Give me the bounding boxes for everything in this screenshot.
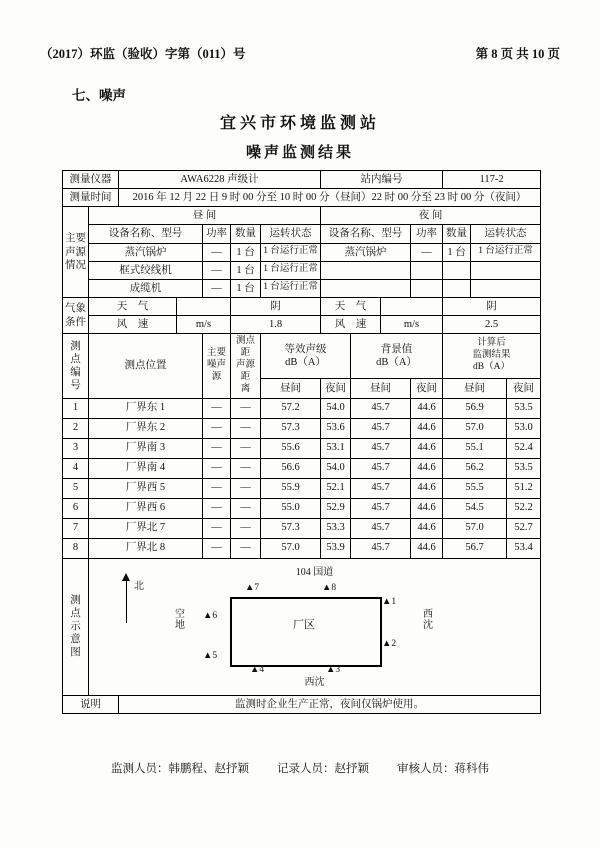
row-result-day: 55.5 — [443, 478, 507, 498]
measure-time-label: 测量时间 — [63, 189, 119, 207]
subheader-leq-night: 夜间 — [321, 378, 351, 398]
row-result-day: 57.0 — [443, 518, 507, 538]
col-leq-line-2: dB（A） — [285, 356, 326, 368]
col-source-line-1: 主要 — [206, 348, 226, 358]
table-row-data-header — [63, 334, 541, 379]
col-leq-line-1: 等效声级 — [284, 343, 327, 355]
noise-monitoring-table — [62, 170, 541, 714]
row-leq-day: 56.6 — [261, 458, 321, 478]
source-status-night-1: 1 台运行正常 — [471, 243, 541, 261]
col-header-point-no — [63, 334, 89, 398]
row-leq-day: 57.3 — [261, 418, 321, 438]
row-bg-day: 45.7 — [351, 418, 411, 438]
row-location: 厂界南 4 — [89, 458, 203, 478]
source-power-night-1: — — [411, 243, 443, 261]
row-distance: — — [231, 398, 261, 418]
table-row-weather-1 — [63, 297, 541, 315]
row-bg-day: 45.7 — [351, 518, 411, 538]
source-section-label — [63, 207, 89, 298]
source-status-night-3 — [471, 279, 541, 297]
row-location: 厂界东 2 — [89, 418, 203, 438]
row-location: 厂界西 6 — [89, 498, 203, 518]
subheader-bg-night: 夜间 — [411, 378, 443, 398]
col-no-line-3: 编 — [70, 366, 81, 378]
table-row-diagram — [63, 558, 541, 695]
row-result-night: 53.0 — [507, 418, 541, 438]
table-row — [63, 438, 541, 458]
row-leq-night: 54.0 — [321, 458, 351, 478]
subheader-bg-day: 昼间 — [351, 378, 411, 398]
col-bg-line-2: dB（A） — [376, 356, 417, 368]
diagram-right-text: 西 沈 — [423, 608, 433, 631]
row-leq-day: 57.3 — [261, 518, 321, 538]
row-location: 厂界北 7 — [89, 518, 203, 538]
row-leq-day: 57.2 — [261, 398, 321, 418]
row-bg-day: 45.7 — [351, 478, 411, 498]
source-col-name-night: 设备名称、型号 — [321, 225, 411, 243]
col-result-line-2: 监测结果 — [472, 349, 511, 360]
table-row — [63, 498, 541, 518]
row-source: — — [203, 518, 231, 538]
source-power-night-3 — [411, 279, 443, 297]
source-qty-night-3 — [443, 279, 471, 297]
source-power-night-2 — [411, 261, 443, 279]
source-power-day-2: — — [203, 261, 231, 279]
subheader-result-night: 夜间 — [507, 378, 541, 398]
row-no: 5 — [63, 478, 89, 498]
col-distance-line-2: 声源距 — [235, 359, 255, 382]
source-status-day-3: 1 台运行正常 — [261, 279, 321, 297]
row-distance: — — [231, 498, 261, 518]
row-leq-day: 55.9 — [261, 478, 321, 498]
row-source: — — [203, 538, 231, 558]
row-result-night: 52.4 — [507, 438, 541, 458]
diagram-plant-label: 厂区 — [293, 618, 315, 631]
row-leq-night: 52.9 — [321, 498, 351, 518]
col-header-result — [443, 334, 541, 379]
table-row-source-3 — [63, 279, 541, 297]
review-personnel: 审核人员：蒋科伟 — [397, 763, 489, 775]
weather-value-night-2: 2.5 — [443, 316, 541, 334]
page-header — [0, 44, 600, 62]
col-header-leq — [261, 334, 351, 379]
row-no: 6 — [63, 498, 89, 518]
row-no: 1 — [63, 398, 89, 418]
page-subtitle: 噪声监测结果 — [245, 145, 354, 161]
source-power-day-3: — — [203, 279, 231, 297]
page-number: 第 8 页 共 10 页 — [475, 47, 560, 61]
row-location: 厂界北 8 — [89, 538, 203, 558]
source-label-line-3: 情况 — [65, 259, 86, 271]
row-source: — — [203, 438, 231, 458]
note-label: 说明 — [63, 695, 119, 713]
col-header-source — [203, 334, 231, 398]
row-distance: — — [231, 438, 261, 458]
row-bg-day: 45.7 — [351, 398, 411, 418]
weather-unit-night-1 — [381, 297, 443, 315]
col-no-line-2: 点 — [70, 353, 81, 365]
col-bg-line-1: 背景值 — [380, 343, 413, 355]
row-result-night: 52.7 — [507, 518, 541, 538]
measure-time-value: 2016 年 12 月 22 日 9 时 00 分至 10 时 00 分（昼间）22 时 00 分至 23 时 00 分（夜间） — [119, 189, 541, 207]
diagram-bottom-text: 西沈 — [304, 676, 325, 688]
diagram-point-5: ▲5 — [203, 650, 218, 661]
row-bg-night: 44.6 — [411, 458, 443, 478]
weather-section-label — [63, 297, 89, 333]
row-leq-night: 53.6 — [321, 418, 351, 438]
row-source: — — [203, 398, 231, 418]
source-col-status-night: 运转状态 — [471, 225, 541, 243]
row-leq-day: 55.0 — [261, 498, 321, 518]
source-name-day-1: 蒸汽锅炉 — [89, 243, 203, 261]
row-result-day: 56.2 — [443, 458, 507, 478]
weather-key-day-2: 风 速 — [89, 316, 177, 334]
row-result-day: 56.9 — [443, 398, 507, 418]
table-row-source-columns — [63, 225, 541, 243]
diagram-point-4: ▲4 — [250, 664, 265, 675]
row-bg-day: 45.7 — [351, 458, 411, 478]
col-distance-line-3: 离 — [240, 383, 251, 394]
source-col-power-day: 功率 — [203, 225, 231, 243]
row-distance: — — [231, 458, 261, 478]
source-name-night-3 — [321, 279, 411, 297]
row-location: 厂界南 3 — [89, 438, 203, 458]
row-distance: — — [231, 538, 261, 558]
diagram-point-7: ▲7 — [245, 582, 260, 593]
source-col-qty-day: 数量 — [231, 225, 261, 243]
col-no-line-4: 号 — [70, 379, 81, 391]
note-value: 监测时企业生产正常，夜间仅锅炉使用。 — [119, 695, 541, 713]
source-power-day-1: — — [203, 243, 231, 261]
source-name-night-2 — [321, 261, 411, 279]
row-no: 8 — [63, 538, 89, 558]
row-bg-night: 44.6 — [411, 518, 443, 538]
row-location: 厂界西 5 — [89, 478, 203, 498]
diagram-label-line-2: 点 — [70, 607, 81, 619]
row-bg-day: 45.7 — [351, 538, 411, 558]
subheader-leq-day: 昼间 — [261, 378, 321, 398]
row-no: 2 — [63, 418, 89, 438]
source-name-night-1: 蒸汽锅炉 — [321, 243, 411, 261]
row-no: 3 — [63, 438, 89, 458]
table-row — [63, 478, 541, 498]
row-distance: — — [231, 418, 261, 438]
diagram-road-label: 104 国道 — [295, 566, 334, 578]
instrument-value: AWA6228 声级计 — [119, 171, 321, 189]
monitoring-point-diagram — [89, 558, 541, 695]
table-row-weather-2 — [63, 316, 541, 334]
table-row-measure-time — [63, 189, 541, 207]
diagram-section-label — [63, 558, 89, 695]
source-name-day-2: 框式绞线机 — [89, 261, 203, 279]
station-number-label: 站内编号 — [321, 171, 443, 189]
row-no: 7 — [63, 518, 89, 538]
row-result-night: 52.2 — [507, 498, 541, 518]
weather-label-line-1: 气象 — [65, 303, 86, 315]
row-source: — — [203, 478, 231, 498]
weather-key-night-2: 风 速 — [321, 316, 381, 334]
source-name-day-3: 成缆机 — [89, 279, 203, 297]
weather-value-day-1: 阴 — [231, 297, 321, 315]
source-qty-day-2: 1 台 — [231, 261, 261, 279]
row-bg-night: 44.6 — [411, 498, 443, 518]
row-leq-night: 53.9 — [321, 538, 351, 558]
weather-unit-night-2: m/s — [381, 316, 443, 334]
row-source: — — [203, 498, 231, 518]
row-bg-day: 45.7 — [351, 438, 411, 458]
row-result-day: 55.1 — [443, 438, 507, 458]
source-status-day-1: 1 台运行正常 — [261, 243, 321, 261]
source-col-status-day: 运转状态 — [261, 225, 321, 243]
row-result-day: 57.0 — [443, 418, 507, 438]
col-distance-line-1: 测点距 — [235, 336, 255, 358]
row-bg-night: 44.6 — [411, 398, 443, 418]
diagram-point-1: ▲1 — [382, 596, 397, 607]
row-leq-night: 53.3 — [321, 518, 351, 538]
source-col-power-night: 功率 — [411, 225, 443, 243]
table-row — [63, 458, 541, 478]
col-header-distance — [231, 334, 261, 398]
row-bg-day: 45.7 — [351, 498, 411, 518]
table-row — [63, 518, 541, 538]
col-result-line-1: 计算后 — [477, 338, 506, 349]
weather-label-line-2: 条件 — [65, 316, 86, 328]
weather-value-day-2: 1.8 — [231, 316, 321, 334]
section-title: 七、噪声 — [72, 88, 126, 103]
row-result-night: 53.5 — [507, 458, 541, 478]
source-status-night-2 — [471, 261, 541, 279]
table-row-source-1 — [63, 243, 541, 261]
row-leq-day: 55.6 — [261, 438, 321, 458]
col-header-location: 测点位置 — [89, 334, 203, 398]
row-result-night: 53.5 — [507, 398, 541, 418]
table-row-note — [63, 695, 541, 713]
north-arrow-icon — [126, 579, 127, 623]
source-qty-night-1: 1 台 — [443, 243, 471, 261]
weather-value-night-1: 阴 — [443, 297, 541, 315]
diagram-point-3: ▲3 — [326, 664, 341, 675]
monitor-personnel: 监测人员：韩鹏程、赵抒颖 — [111, 763, 249, 775]
row-no: 4 — [63, 458, 89, 478]
diagram-label-line-3: 示 — [70, 620, 81, 632]
diagram-label-line-4: 意 — [70, 634, 81, 646]
diagram-point-8: ▲8 — [322, 582, 337, 593]
diagram-left-text: 空 地 — [175, 608, 185, 631]
diagram-canvas — [90, 561, 539, 693]
source-qty-night-2 — [443, 261, 471, 279]
row-result-night: 53.4 — [507, 538, 541, 558]
row-bg-night: 44.6 — [411, 478, 443, 498]
source-col-name-day: 设备名称、型号 — [89, 225, 203, 243]
source-qty-day-1: 1 台 — [231, 243, 261, 261]
weather-key-day-1: 天 气 — [89, 297, 177, 315]
row-result-day: 54.5 — [443, 498, 507, 518]
weather-unit-day-1 — [177, 297, 231, 315]
row-bg-night: 44.6 — [411, 538, 443, 558]
row-distance: — — [231, 518, 261, 538]
diagram-point-6: ▲6 — [203, 610, 218, 621]
source-col-qty-night: 数量 — [443, 225, 471, 243]
source-day-label: 昼 间 — [89, 207, 321, 225]
table-row-source-header — [63, 207, 541, 225]
table-row-source-2 — [63, 261, 541, 279]
col-result-line-3: dB（A） — [473, 361, 510, 372]
station-number-value: 117-2 — [443, 171, 541, 189]
source-night-label: 夜 间 — [321, 207, 541, 225]
table-row — [63, 538, 541, 558]
table-row — [63, 418, 541, 438]
row-result-night: 51.2 — [507, 478, 541, 498]
diagram-north-label: 北 — [134, 580, 144, 592]
source-label-line-2: 声源 — [65, 246, 86, 258]
table-row-instrument — [63, 171, 541, 189]
row-leq-day: 57.0 — [261, 538, 321, 558]
col-source-line-3: 源 — [211, 371, 222, 382]
document-number: （2017）环监（验收）字第（011）号 — [40, 47, 246, 61]
source-qty-day-3: 1 台 — [231, 279, 261, 297]
diagram-point-2: ▲2 — [382, 638, 397, 649]
diagram-label-line-1: 测 — [70, 594, 81, 606]
weather-unit-day-2: m/s — [177, 316, 231, 334]
diagram-label-line-5: 图 — [70, 647, 81, 659]
table-row — [63, 398, 541, 418]
row-distance: — — [231, 478, 261, 498]
col-no-line-1: 测 — [70, 340, 81, 352]
record-personnel: 记录人员：赵抒颖 — [277, 763, 369, 775]
page-title: 宜兴市环境监测站 — [219, 115, 380, 132]
source-label-line-1: 主要 — [65, 233, 86, 245]
row-source: — — [203, 458, 231, 478]
instrument-label: 测量仪器 — [63, 171, 119, 189]
row-bg-night: 44.6 — [411, 418, 443, 438]
row-leq-night: 53.1 — [321, 438, 351, 458]
source-status-day-2: 1 台运行正常 — [261, 261, 321, 279]
row-location: 厂界东 1 — [89, 398, 203, 418]
signature-row — [0, 760, 600, 776]
row-leq-night: 54.0 — [321, 398, 351, 418]
row-leq-night: 52.1 — [321, 478, 351, 498]
row-result-day: 56.7 — [443, 538, 507, 558]
subheader-result-day: 昼间 — [443, 378, 507, 398]
weather-key-night-1: 天 气 — [321, 297, 381, 315]
row-source: — — [203, 418, 231, 438]
col-source-line-2: 噪声 — [206, 359, 226, 370]
col-header-background — [351, 334, 443, 379]
row-bg-night: 44.6 — [411, 438, 443, 458]
